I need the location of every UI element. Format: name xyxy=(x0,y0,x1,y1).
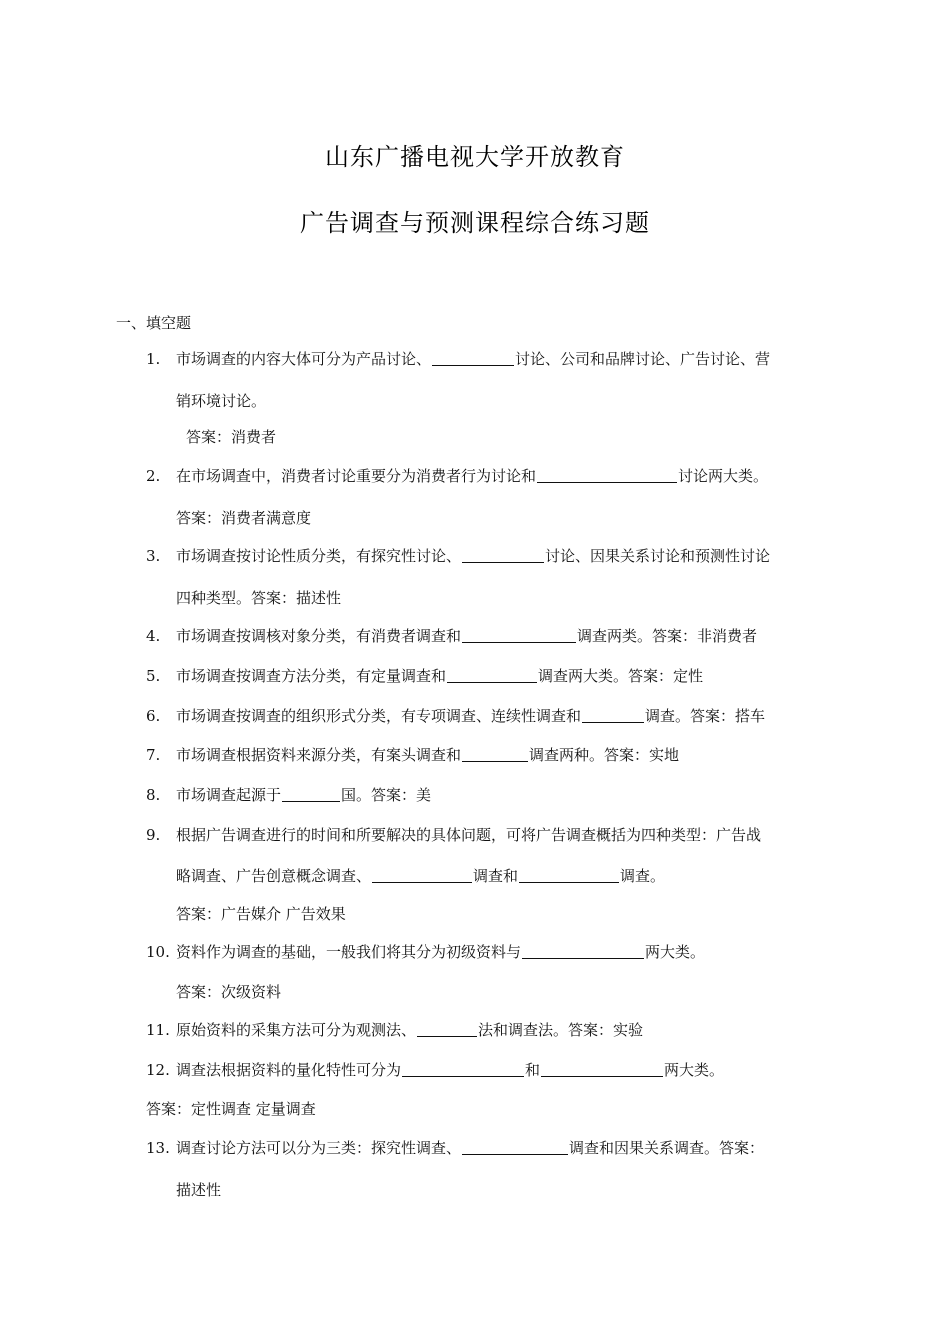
question-text: 市场调查的内容大体可分为产品讨论、 xyxy=(176,350,432,368)
question-9-continuation xyxy=(176,865,665,887)
question-text: 略调查、广告创意概念调查、 xyxy=(176,867,372,885)
question-10 xyxy=(146,941,705,963)
question-number: 3. xyxy=(146,547,161,565)
question-number: 12. xyxy=(146,1061,170,1079)
question-text: 市场调查根据资料来源分类，有案头调查和 xyxy=(176,746,462,764)
question-2 xyxy=(146,465,768,487)
answer-blank xyxy=(522,944,644,959)
question-number: 13. xyxy=(146,1139,170,1157)
question-4 xyxy=(146,625,757,647)
question-number: 6. xyxy=(146,707,161,725)
answer-blank xyxy=(462,1140,568,1155)
question-text: 讨论、因果关系讨论和预测性讨论 xyxy=(545,547,771,565)
question-2-answer: 答案：消费者满意度 xyxy=(176,509,312,527)
question-3 xyxy=(146,545,770,567)
question-1-answer: 答案：消费者 xyxy=(186,428,277,446)
question-7 xyxy=(146,744,679,766)
question-9-answer: 答案：广告媒介 广告效果 xyxy=(176,905,346,923)
question-text: 和 xyxy=(525,1061,541,1079)
question-text: 在市场调查中，消费者讨论重要分为消费者行为讨论和 xyxy=(176,467,537,485)
question-number: 7. xyxy=(146,746,161,764)
page-title: 山东广播电视大学开放教育 xyxy=(325,143,625,171)
page-subtitle: 广告调查与预测课程综合练习题 xyxy=(300,209,650,237)
question-text: 调查和 xyxy=(473,867,519,885)
answer-blank xyxy=(462,628,576,643)
question-text: 市场调查起源于 xyxy=(176,786,282,804)
answer-blank xyxy=(282,787,340,802)
answer-blank xyxy=(537,468,677,483)
question-text: 资料作为调查的基础，一般我们将其分为初级资料与 xyxy=(176,943,522,961)
question-text: 根据广告调查进行的时间和所要解决的具体问题，可将广告调查概括为四种类型：广告战 xyxy=(176,826,762,844)
question-text: 调查讨论方法可以分为三类：探究性调查、 xyxy=(176,1139,462,1157)
question-number: 1. xyxy=(146,350,161,368)
question-5 xyxy=(146,665,703,687)
question-11 xyxy=(146,1019,643,1041)
question-8 xyxy=(146,784,431,806)
answer-blank xyxy=(462,548,544,563)
question-text: 市场调查按调查方法分类，有定量调查和 xyxy=(176,667,447,685)
question-text: 市场调查按调查的组织形式分类，有专项调查、连续性调查和 xyxy=(176,707,582,725)
answer-blank xyxy=(402,1062,524,1077)
question-text: 调查两类。答案：非消费者 xyxy=(577,627,758,645)
question-9 xyxy=(146,824,761,846)
question-text: 国。答案：美 xyxy=(341,786,432,804)
answer-blank xyxy=(462,747,528,762)
question-3-continuation: 四种类型。答案：描述性 xyxy=(176,589,342,607)
question-6 xyxy=(146,705,765,727)
question-text: 调查。答案：搭车 xyxy=(645,707,766,725)
question-text: 讨论两大类。 xyxy=(678,467,769,485)
question-text: 讨论、公司和品牌讨论、广告讨论、营 xyxy=(515,350,771,368)
answer-blank xyxy=(541,1062,663,1077)
question-number: 11. xyxy=(146,1021,170,1039)
question-number: 2. xyxy=(146,467,161,485)
question-number: 10. xyxy=(146,943,170,961)
question-number: 4. xyxy=(146,627,161,645)
question-text: 调查两大类。答案：定性 xyxy=(538,667,704,685)
question-text: 两大类。 xyxy=(664,1061,725,1079)
question-number: 9. xyxy=(146,826,161,844)
question-text: 调查两种。答案：实地 xyxy=(529,746,680,764)
answer-blank xyxy=(417,1022,477,1037)
question-13-continuation: 描述性 xyxy=(176,1181,222,1199)
question-1-continuation: 销环境讨论。 xyxy=(176,392,267,410)
section-heading: 一、填空题 xyxy=(116,314,192,332)
question-text: 市场调查按讨论性质分类，有探究性讨论、 xyxy=(176,547,462,565)
answer-blank xyxy=(432,351,514,366)
answer-blank xyxy=(447,668,537,683)
question-12 xyxy=(146,1059,724,1081)
question-10-answer: 答案：次级资料 xyxy=(176,983,282,1001)
answer-blank xyxy=(582,708,644,723)
answer-blank xyxy=(519,868,619,883)
question-text: 市场调查按调核对象分类，有消费者调查和 xyxy=(176,627,462,645)
question-number: 8. xyxy=(146,786,161,804)
question-text: 调查法根据资料的量化特性可分为 xyxy=(176,1061,402,1079)
question-12-answer: 答案：定性调查 定量调查 xyxy=(146,1100,316,1118)
question-text: 原始资料的采集方法可分为观测法、 xyxy=(176,1021,417,1039)
question-13 xyxy=(146,1137,764,1159)
question-number: 5. xyxy=(146,667,161,685)
question-text: 调查。 xyxy=(620,867,666,885)
question-1 xyxy=(146,348,770,370)
answer-blank xyxy=(372,868,472,883)
question-text: 两大类。 xyxy=(645,943,706,961)
question-text: 调查和因果关系调查。答案： xyxy=(569,1139,765,1157)
question-text: 法和调查法。答案：实验 xyxy=(478,1021,644,1039)
